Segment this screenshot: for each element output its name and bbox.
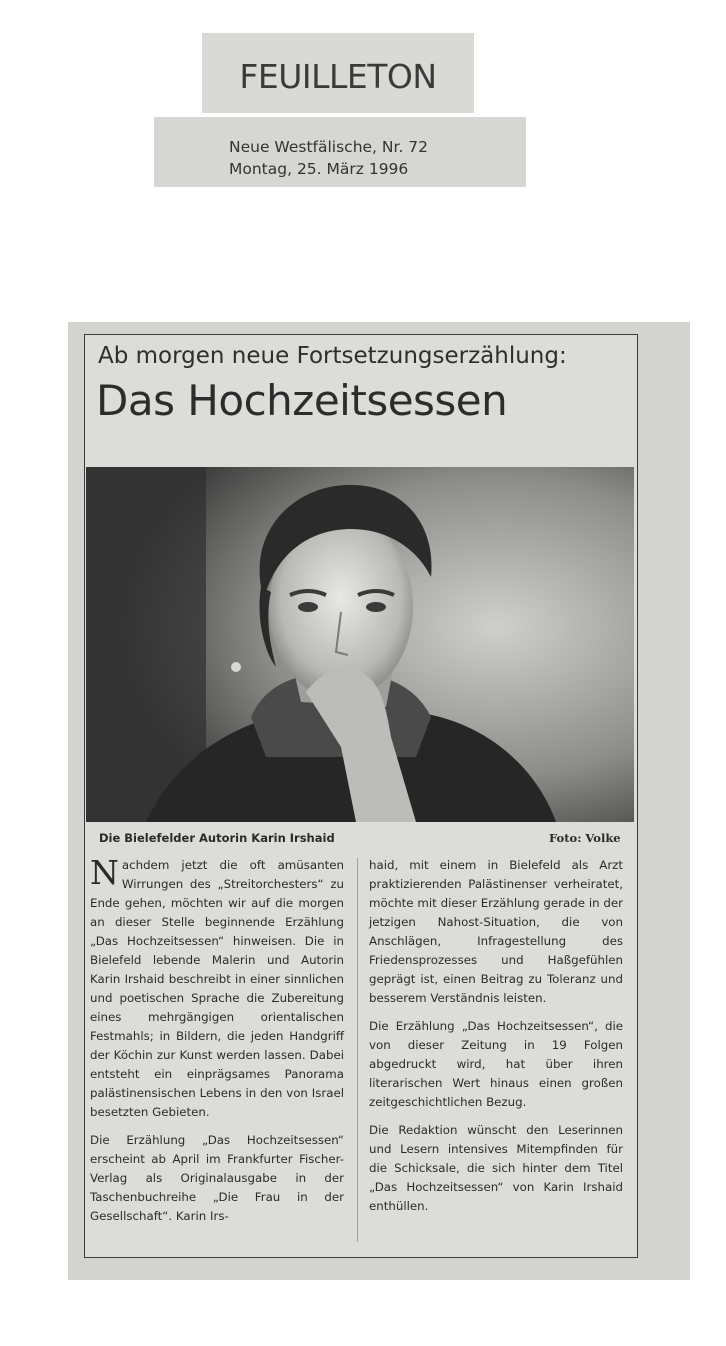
article-paragraph: Die Erzählung „Das Hochzeitsessen“ erscheint ab April im Frankfurter Fischer-Verlag als Originalausgabe in der Taschenbuchreihe „Die Frau in der Gesellschaft“. Karin Irs- [90, 1133, 344, 1223]
article-column-right [369, 856, 623, 1225]
drop-cap: N [90, 853, 119, 892]
author-portrait-illustration [86, 467, 634, 822]
column-divider [357, 858, 358, 1242]
photo-caption: Die Bielefelder Autorin Karin Irshaid [99, 831, 335, 845]
publication-date: Montag, 25. März 1996 [229, 160, 409, 178]
article-column-left [90, 853, 344, 1235]
article-paragraph [90, 853, 344, 1122]
section-title: FEUILLETON [239, 57, 437, 96]
article-paragraph-text: achdem jetzt die oft amüsanten Wirrungen des „Streitorchesters“ zu Ende gehen, möchten wir auf die morgen an dieser Stelle beginnende Erzählung „Das Hochzeitsessen“ hinweisen. Die in Bielefeld lebende Malerin und Autorin Karin Irshaid beschreibt in einer sinnlichen und poetischen Sprache die Zubereitung eines mehrgängigen orientalischen Festmahls; in Bildern, die jeden Handgriff der Köchin zur Kunst werden lassen. Dabei entsteht ein einprägsames Panorama palästinensischen Lebens in den von Israel besetzten Gebieten. [90, 858, 344, 1119]
newspaper-name: Neue Westfälische, Nr. 72 [229, 138, 429, 156]
article-kicker: Ab morgen neue Fortsetzungserzählung: [98, 343, 567, 369]
source-clipping [154, 117, 526, 187]
article-paragraph: Die Erzählung „Das Hochzeitsessen“, die von dieser Zeitung in 19 Folgen abgedruckt wird, hat über ihren literarischen Wert hinaus einen großen zeitgeschichtlichen Bezug. [369, 1019, 623, 1109]
photo-credit: Foto: Volke [549, 831, 621, 845]
author-photo [86, 467, 634, 822]
article-paragraph: Die Redaktion wünscht den Leserinnen und Lesern intensives Mitempfinden für die Schicksale, die sich hinter dem Titel „Das Hochzeitsessen“ von Karin Irshaid enthüllen. [369, 1123, 623, 1213]
article-paragraph: haid, mit einem in Bielefeld als Arzt praktizierenden Palästinenser verheiratet, möchte mit dieser Erzählung gerade in der jetzigen Nahost-Situation, die von Anschlägen, Infragestellung des Friedensprozesses und Haßgefühlen geprägt ist, einen Beitrag zu Toleranz und besserem Verständnis leisten. [369, 858, 623, 1005]
article-headline: Das Hochzeitsessen [96, 376, 508, 425]
section-header-clipping [202, 33, 474, 113]
